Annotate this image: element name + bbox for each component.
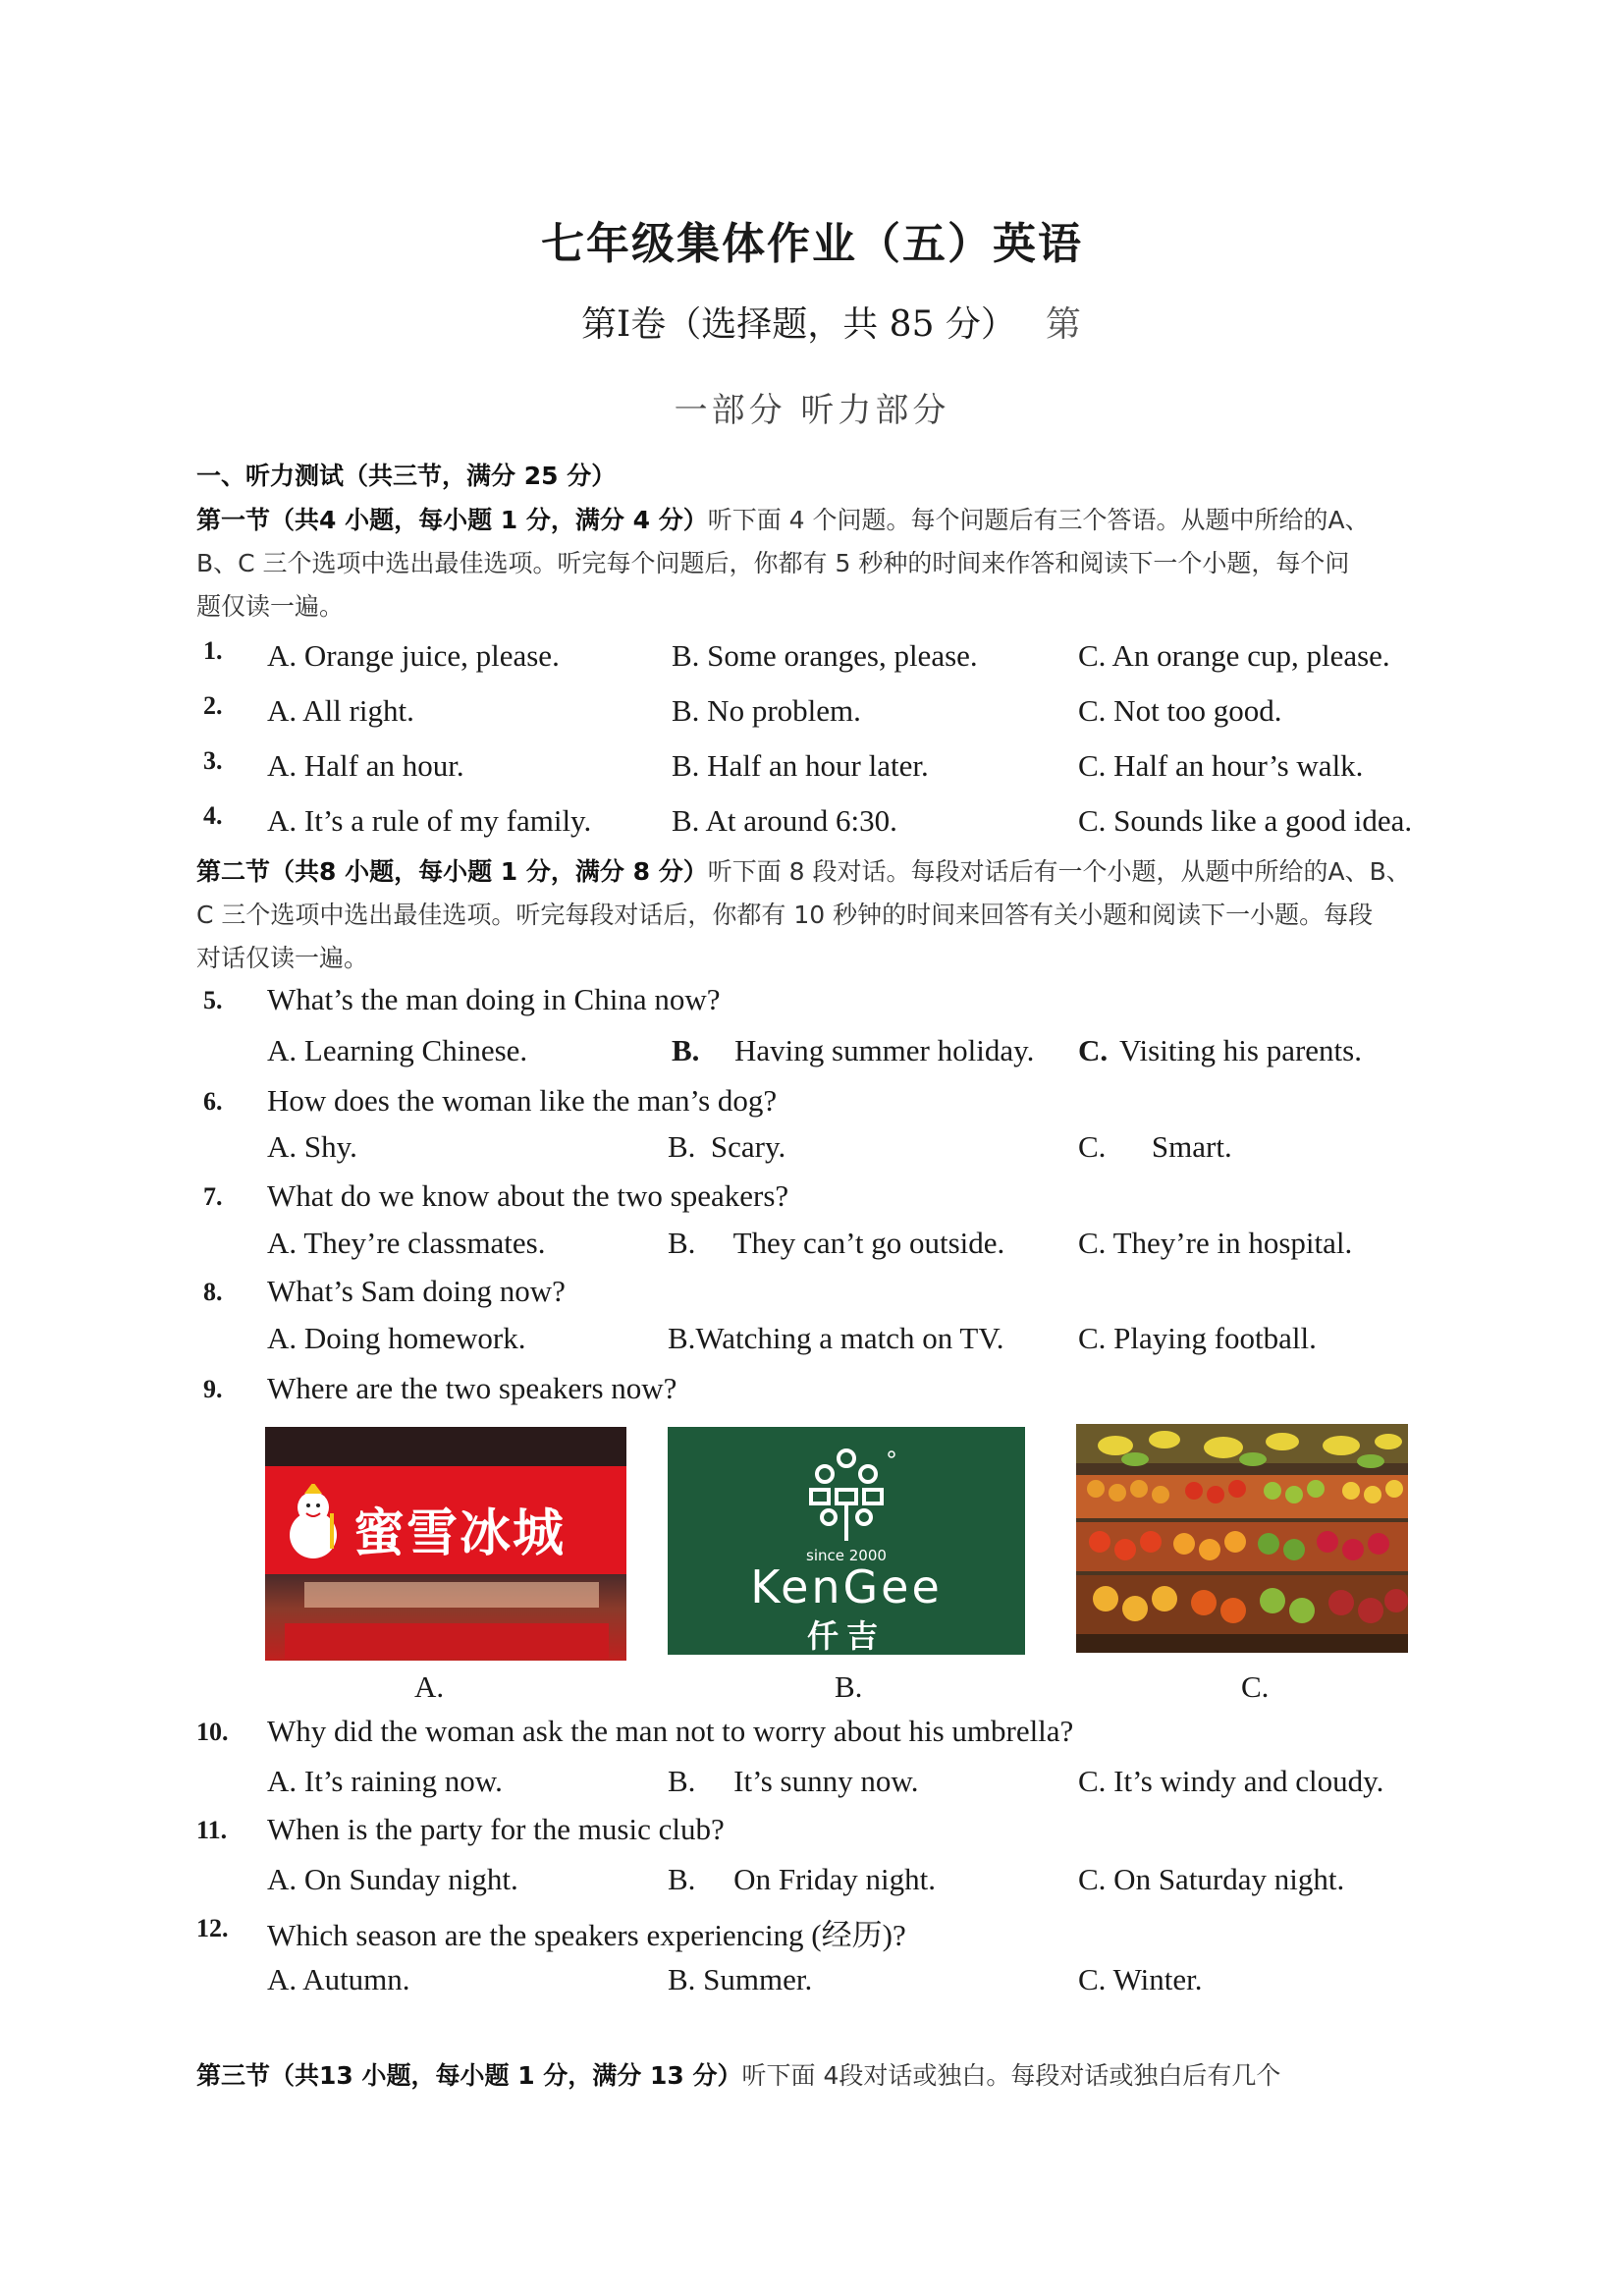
question-number: 8. bbox=[203, 1278, 223, 1306]
question-number: 10. bbox=[196, 1718, 229, 1746]
section1-line2: B、C 三个选项中选出最佳选项。听完每个问题后，你都有 5 秒种的时间来作答和阅读下一个小题，每个问 bbox=[196, 549, 1350, 577]
item-number: 3. bbox=[203, 746, 223, 775]
listening-heading: 一、听力测试（共三节，满分 25 分） bbox=[196, 462, 617, 490]
section1-line1 bbox=[196, 499, 1370, 542]
question-text: How does the woman like the man’s dog? bbox=[267, 1083, 778, 1118]
section2-text1: 听下面 8 段对话。每段对话后有一个小题，从题中所给的A、B、 bbox=[707, 857, 1411, 886]
section2-line2: C 三个选项中选出最佳选项。听完每段对话后，你都有 10 秒钟的时间来回答有关小题和阅读下一小题。每段 bbox=[196, 901, 1374, 929]
option-c: C. Half an hour’s walk. bbox=[1078, 748, 1364, 783]
option-c: C. It’s windy and cloudy. bbox=[1078, 1764, 1384, 1798]
item-number: 2. bbox=[203, 691, 223, 720]
question-text: Why did the woman ask the man not to worry about his umbrella? bbox=[267, 1714, 1074, 1748]
question-text: When is the party for the music club? bbox=[267, 1812, 725, 1846]
subtitle-main: 第Ⅰ卷（选择题，共 85 分） bbox=[581, 304, 1016, 345]
page-title: 七年级集体作业（五）英语 bbox=[541, 219, 1083, 269]
section2-line1 bbox=[196, 850, 1411, 894]
option-a: A. Autumn. bbox=[267, 1962, 410, 1996]
section1-text1: 听下面 4 个问题。每个问题后有三个答语。从题中所给的A、 bbox=[707, 506, 1370, 534]
option-c: C. They’re in hospital. bbox=[1078, 1226, 1353, 1260]
fruit-market-image bbox=[1076, 1424, 1408, 1653]
option-b: B. On Friday night. bbox=[668, 1862, 936, 1896]
option-c: C. Smart. bbox=[1078, 1129, 1232, 1164]
question-number: 11. bbox=[196, 1816, 228, 1844]
item-number: 4. bbox=[203, 801, 223, 830]
option-c: C. On Saturday night. bbox=[1078, 1862, 1345, 1896]
section2-label: 第二节（共8 小题，每小题 1 分，满分 8 分） bbox=[196, 857, 708, 886]
subtitle-tail: 第 bbox=[1045, 304, 1081, 345]
option-a: A. Doing homework. bbox=[267, 1321, 526, 1355]
tree-logo-icon bbox=[787, 1445, 905, 1543]
volume-subtitle bbox=[581, 297, 1081, 347]
option-c: C. Playing football. bbox=[1078, 1321, 1317, 1355]
option-a: A. Learning Chinese. bbox=[267, 1033, 528, 1067]
kengee-logo-image bbox=[668, 1427, 1025, 1655]
snowman-mascot-icon bbox=[285, 1484, 342, 1562]
question-text: Where are the two speakers now? bbox=[267, 1371, 677, 1405]
section1-label: 第一节（共4 小题，每小题 1 分，满分 4 分） bbox=[196, 506, 708, 534]
part-heading: 一部分 听力部分 bbox=[674, 391, 950, 430]
question-number: 6. bbox=[203, 1087, 223, 1116]
option-b: B. They can’t go outside. bbox=[668, 1226, 1005, 1260]
image-b-caption: B. bbox=[835, 1669, 863, 1704]
option-c: C. Not too good. bbox=[1078, 693, 1282, 728]
question-text: Which season are the speakers experiencing (经历)? bbox=[267, 1918, 906, 1952]
option-c: C. Sounds like a good idea. bbox=[1078, 803, 1413, 838]
option-b: B. It’s sunny now. bbox=[668, 1764, 919, 1798]
option-b: Having summer holiday. bbox=[734, 1033, 1035, 1067]
option-c-letter: C. bbox=[1078, 1033, 1109, 1067]
question-number: 7. bbox=[203, 1182, 223, 1211]
option-a: A. They’re classmates. bbox=[267, 1226, 546, 1260]
option-b: B. Half an hour later. bbox=[672, 748, 929, 783]
since-text: since 2000 bbox=[806, 1547, 887, 1564]
option-a: A. On Sunday night. bbox=[267, 1862, 518, 1896]
shop-sign-image bbox=[265, 1427, 626, 1661]
option-a: A. It’s raining now. bbox=[267, 1764, 503, 1798]
option-b: B. Scary. bbox=[668, 1129, 786, 1164]
brand-chinese-text: 仟吉 bbox=[806, 1617, 886, 1655]
option-a: A. Half an hour. bbox=[267, 748, 464, 783]
question-text: What do we know about the two speakers? bbox=[267, 1178, 789, 1213]
option-b: B.Watching a match on TV. bbox=[668, 1321, 1004, 1355]
section3-label: 第三节（共13 小题，每小题 1 分，满分 13 分） bbox=[196, 2061, 742, 2090]
option-b: B. No problem. bbox=[672, 693, 861, 728]
section2-line3: 对话仅读一遍。 bbox=[196, 944, 369, 972]
question-number: 5. bbox=[203, 986, 223, 1014]
brand-text: KenGee bbox=[750, 1560, 943, 1613]
question-text: What’s Sam doing now? bbox=[267, 1274, 566, 1308]
option-c: Visiting his parents. bbox=[1119, 1033, 1362, 1067]
option-a: A. All right. bbox=[267, 693, 414, 728]
option-b: B. At around 6:30. bbox=[672, 803, 897, 838]
option-a: A. Orange juice, please. bbox=[267, 638, 560, 673]
option-a: A. It’s a rule of my family. bbox=[267, 803, 592, 838]
option-b: B. Summer. bbox=[668, 1962, 813, 1996]
section3-text: 听下面 4段对话或独白。每段对话或独白后有几个 bbox=[741, 2061, 1281, 2090]
question-number: 12. bbox=[196, 1914, 229, 1942]
option-b-letter: B. bbox=[672, 1033, 700, 1067]
shop-sign-text: 蜜雪冰城 bbox=[353, 1504, 567, 1563]
option-b: B. Some oranges, please. bbox=[672, 638, 978, 673]
image-a-caption: A. bbox=[414, 1669, 445, 1704]
question-number: 9. bbox=[203, 1375, 223, 1403]
option-c: C. Winter. bbox=[1078, 1962, 1203, 1996]
option-c: C. An orange cup, please. bbox=[1078, 638, 1390, 673]
section1-line3: 题仅读一遍。 bbox=[196, 592, 345, 621]
section3-line1 bbox=[196, 2054, 1280, 2098]
question-text: What’s the man doing in China now? bbox=[267, 982, 721, 1016]
item-number: 1. bbox=[203, 636, 223, 665]
option-a: A. Shy. bbox=[267, 1129, 357, 1164]
image-c-caption: C. bbox=[1241, 1669, 1270, 1704]
